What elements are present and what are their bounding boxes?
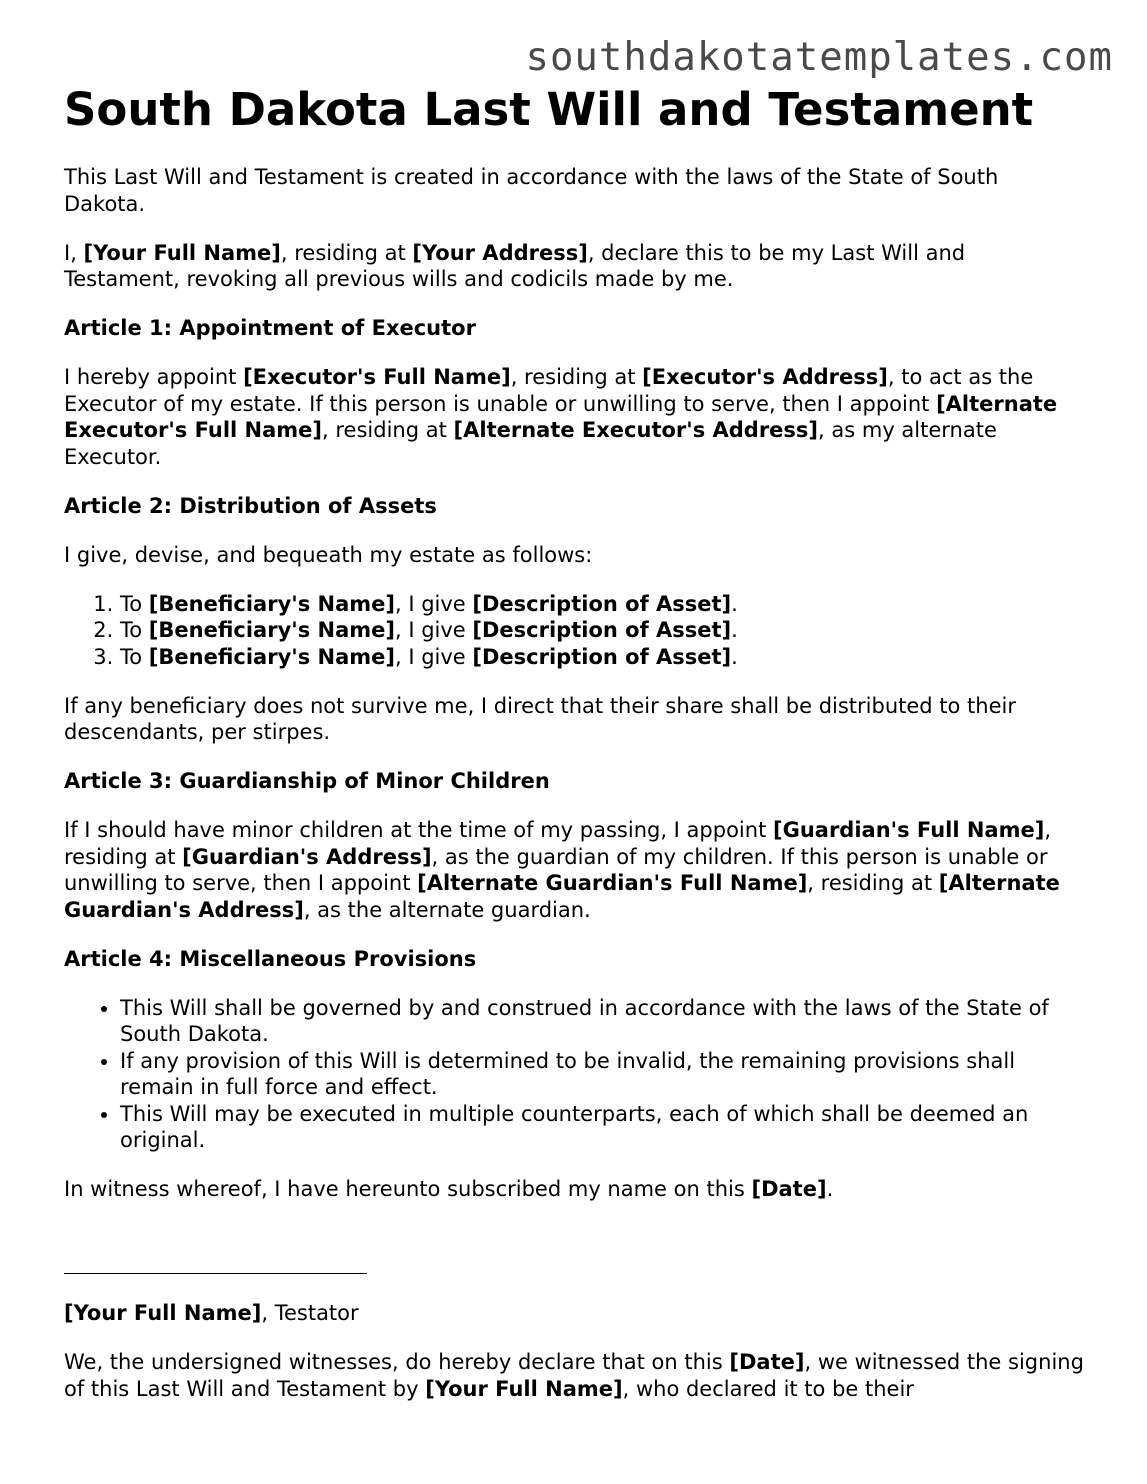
text: , to act as the Executor of my estate. If this person is unable or unwilling to serve, then I appoint (64, 365, 1034, 416)
provision-item: • This Will may be executed in multiple counterparts, each of which shall be deemed an original. (120, 1101, 1084, 1154)
text: , Testator (261, 1301, 359, 1325)
text: , as the guardian of my children. If this person is unable or unwilling to serve, then I appoint (64, 844, 1048, 895)
beneficiary-name-field: [Beneficiary's Name] (148, 591, 395, 616)
text: In witness whereof, I have hereunto subscribed my name on this (64, 1177, 752, 1201)
provision-item: • If any provision of this Will is determined to be invalid, the remaining provisions shall remain in full force and effect. (120, 1048, 1084, 1101)
alternate-guardian-address-field: [Alternate Guardian's Address] (64, 871, 1060, 922)
alternate-executor-address-field: [Alternate Executor's Address] (453, 418, 819, 442)
testator-signature-line (64, 1251, 1084, 1278)
text: , residing at (322, 418, 454, 442)
text: , residing at (64, 818, 1052, 869)
text: , I give (394, 591, 473, 616)
text: I hereby appoint (64, 365, 244, 389)
bequest-list (64, 591, 1084, 671)
bequest-item (120, 591, 1084, 618)
intro-paragraph: This Last Will and Testament is created in accordance with the laws of the State of South Dakota. (64, 165, 999, 216)
date-field: [Date] (751, 1177, 827, 1201)
text: To (120, 591, 149, 616)
asset-description-field: [Description of Asset] (472, 591, 732, 616)
your-full-name-field: [Your Full Name] (425, 1376, 623, 1401)
text: . (731, 644, 738, 669)
provisions-list (64, 995, 1084, 1154)
testator-signature-caption (64, 1300, 1084, 1327)
text: , we witnessed the signing of this Last Will and Testament by (64, 1350, 1084, 1401)
article-3-heading: Article 3: Guardianship of Minor Children (64, 769, 550, 793)
document-title: South Dakota Last Will and Testament (64, 83, 1034, 136)
guardian-name-field: [Guardian's Full Name] (773, 818, 1045, 842)
article-1-paragraph (64, 364, 1084, 470)
article-1-heading: Article 1: Appointment of Executor (64, 316, 476, 340)
text: , declare this to be my Last Will and Testament, revoking all previous wills and codicils made by me. (64, 240, 966, 291)
text: To (120, 618, 149, 642)
executor-name-field: [Executor's Full Name] (243, 365, 511, 389)
article-3-paragraph (64, 817, 1084, 923)
text: , who declared it to be their (622, 1376, 914, 1401)
text: If I should have minor children at the time of my passing, I appoint (64, 818, 773, 842)
provision-item: • This Will shall be governed by and construed in accordance with the laws of the State of South Dakota. (120, 995, 1084, 1048)
witness-clause (64, 1176, 1084, 1203)
text: We, the undersigned witnesses, do hereby declare that on this (64, 1350, 730, 1374)
beneficiary-name-field: [Beneficiary's Name] (148, 644, 395, 669)
alternate-executor-name-field: [Alternate Executor's Full Name] (64, 391, 1058, 442)
date-field: [Date] (729, 1350, 805, 1374)
text: , residing at (280, 240, 413, 265)
text: To (120, 644, 149, 669)
text: , residing at (807, 871, 939, 895)
survivorship-paragraph: If any beneficiary does not survive me, I direct that their share shall be distributed to their descendants, per stirpes. (64, 693, 1016, 744)
asset-description-field: [Description of Asset] (472, 644, 732, 669)
article-2-lead: I give, devise, and bequeath my estate as follows: (64, 542, 593, 567)
bequest-item (120, 644, 1084, 671)
declaration-paragraph (64, 240, 1084, 293)
signature-underline (64, 1251, 367, 1274)
text: I, (64, 240, 84, 265)
bequest-item (120, 617, 1084, 644)
your-address-field: [Your Address] (412, 240, 588, 265)
text: , as the alternate guardian. (303, 897, 591, 922)
text: . (826, 1177, 834, 1201)
text: . (731, 618, 738, 642)
executor-address-field: [Executor's Address] (642, 365, 888, 389)
text: , residing at (510, 365, 643, 389)
article-4-heading: Article 4: Miscellaneous Provisions (64, 946, 477, 971)
asset-description-field: [Description of Asset] (472, 618, 732, 642)
text: , as my alternate Executor. (64, 418, 997, 469)
text: , I give (394, 618, 473, 642)
document-page (64, 84, 1084, 1425)
guardian-address-field: [Guardian's Address] (182, 844, 432, 869)
article-2-heading: Article 2: Distribution of Assets (64, 493, 437, 518)
watermark: southdakotatemplates.com (525, 35, 1113, 80)
witness-declaration-paragraph (64, 1349, 1084, 1402)
testator-name-field: [Your Full Name] (64, 1301, 262, 1325)
your-full-name-field: [Your Full Name] (83, 240, 281, 265)
beneficiary-name-field: [Beneficiary's Name] (148, 618, 395, 642)
text: , I give (394, 644, 473, 669)
alternate-guardian-name-field: [Alternate Guardian's Full Name] (417, 871, 808, 895)
text: . (731, 591, 738, 616)
